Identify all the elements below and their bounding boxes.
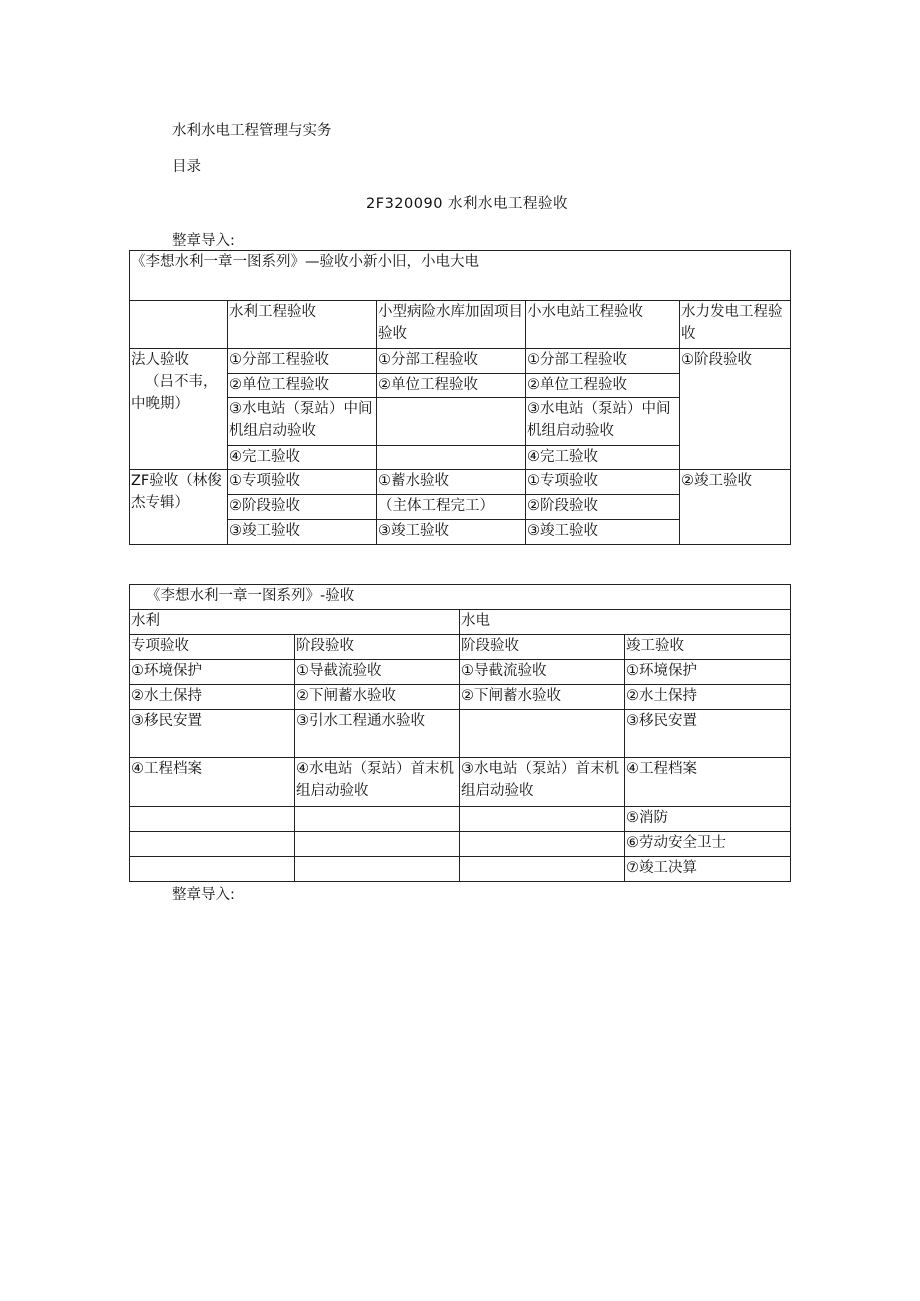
table2-title: 《李想水利一章一图系列》-验收: [130, 585, 791, 610]
table1-cell: ①专项验收: [228, 470, 377, 495]
table1-cell: ②单位工程验收: [526, 374, 680, 398]
table1-cell: （主体工程完工）: [377, 495, 526, 520]
table2-cell: [460, 832, 625, 857]
table1-cell: ③水电站（泵站）中间机组启动验收: [228, 398, 377, 446]
table1-cell: ②竣工验收: [680, 470, 791, 545]
table1-cell: ②单位工程验收: [377, 374, 526, 398]
table2-cell: [130, 807, 295, 832]
label-line: 中晚期）: [131, 396, 189, 412]
table2-cell: ②下闸蓄水验收: [295, 685, 460, 710]
table2-cell: ①环境保护: [625, 660, 791, 685]
legal-person-acceptance-label: [130, 349, 228, 470]
table1-cell: ①分部工程验收: [228, 349, 377, 374]
table2-cell: [130, 832, 295, 857]
document-title: 水利水电工程管理与实务: [172, 123, 332, 139]
table2-header: 专项验收: [130, 635, 295, 660]
table2-cell: ①环境保护: [130, 660, 295, 685]
table1-header: 小型病险水库加固项目验收: [377, 301, 526, 349]
table2-cell: [460, 710, 625, 758]
table1-header: 水力发电工程验收: [680, 301, 791, 349]
table1-cell: ③竣工验收: [526, 520, 680, 545]
table1-cell: ③竣工验收: [377, 520, 526, 545]
table2-cell: ⑥劳动安全卫士: [625, 832, 791, 857]
table1-title: 《李想水利一章一图系列》—验收小新小旧，小电大电: [130, 251, 791, 301]
table1-cell: ④完工验收: [228, 446, 377, 470]
table2-cell: ④工程档案: [130, 758, 295, 807]
table1-cell: ③竣工验收: [228, 520, 377, 545]
table2-cell: ⑤消防: [625, 807, 791, 832]
table2-cell: [460, 857, 625, 882]
table2-group-header: 水电: [460, 610, 791, 635]
table1-header: 水利工程验收: [228, 301, 377, 349]
table1-cell: [377, 446, 526, 470]
table2-header: 阶段验收: [460, 635, 625, 660]
table2-cell: ②水土保持: [130, 685, 295, 710]
toc-label: 目录: [172, 159, 201, 175]
table1-cell: ②单位工程验收: [228, 374, 377, 398]
table2-cell: [130, 857, 295, 882]
table1-cell: ②阶段验收: [228, 495, 377, 520]
table2-header: 阶段验收: [295, 635, 460, 660]
table2-cell: ③水电站（泵站）首末机组启动验收: [460, 758, 625, 807]
table2-cell: ①导截流验收: [460, 660, 625, 685]
table2-cell: ③引水工程通水验收: [295, 710, 460, 758]
government-acceptance-label: ZF验收（林俊杰专辑）: [130, 470, 228, 545]
table2-cell: [295, 832, 460, 857]
table2-cell: ③移民安置: [625, 710, 791, 758]
table2-cell: ①导截流验收: [295, 660, 460, 685]
table1-cell: ①分部工程验收: [526, 349, 680, 374]
table1-cell: ①分部工程验收: [377, 349, 526, 374]
table1-cell: ④完工验收: [526, 446, 680, 470]
table2-header: 竣工验收: [625, 635, 791, 660]
outro-label: 整章导入:: [172, 887, 235, 903]
table2-cell: ④水电站（泵站）首末机组启动验收: [295, 758, 460, 807]
table2-cell: [460, 807, 625, 832]
intro-label: 整章导入:: [172, 233, 235, 249]
label-line: 法人验收: [131, 352, 189, 368]
table2-cell: ⑦竣工决算: [625, 857, 791, 882]
table1-cell: ①阶段验收: [680, 349, 791, 470]
table1-cell: [377, 398, 526, 446]
chapter-heading: 2F320090 水利水电工程验收: [366, 196, 569, 212]
table1-cell: ①蓄水验收: [377, 470, 526, 495]
table2-group-header: 水利: [130, 610, 460, 635]
label-line: （吕不韦，: [145, 374, 218, 390]
table1-cell: ①专项验收: [526, 470, 680, 495]
table2-cell: [295, 807, 460, 832]
table1-cell: ②阶段验收: [526, 495, 680, 520]
table2-cell: [295, 857, 460, 882]
acceptance-types-table: [129, 584, 791, 882]
table2-cell: ②水土保持: [625, 685, 791, 710]
table2-cell: ②下闸蓄水验收: [460, 685, 625, 710]
table1-cell: ③水电站（泵站）中间机组启动验收: [526, 398, 680, 446]
table1-header: 小水电站工程验收: [526, 301, 680, 349]
acceptance-comparison-table: [129, 250, 791, 545]
table1-header-empty: [130, 301, 228, 349]
table2-cell: ④工程档案: [625, 758, 791, 807]
table2-cell: ③移民安置: [130, 710, 295, 758]
